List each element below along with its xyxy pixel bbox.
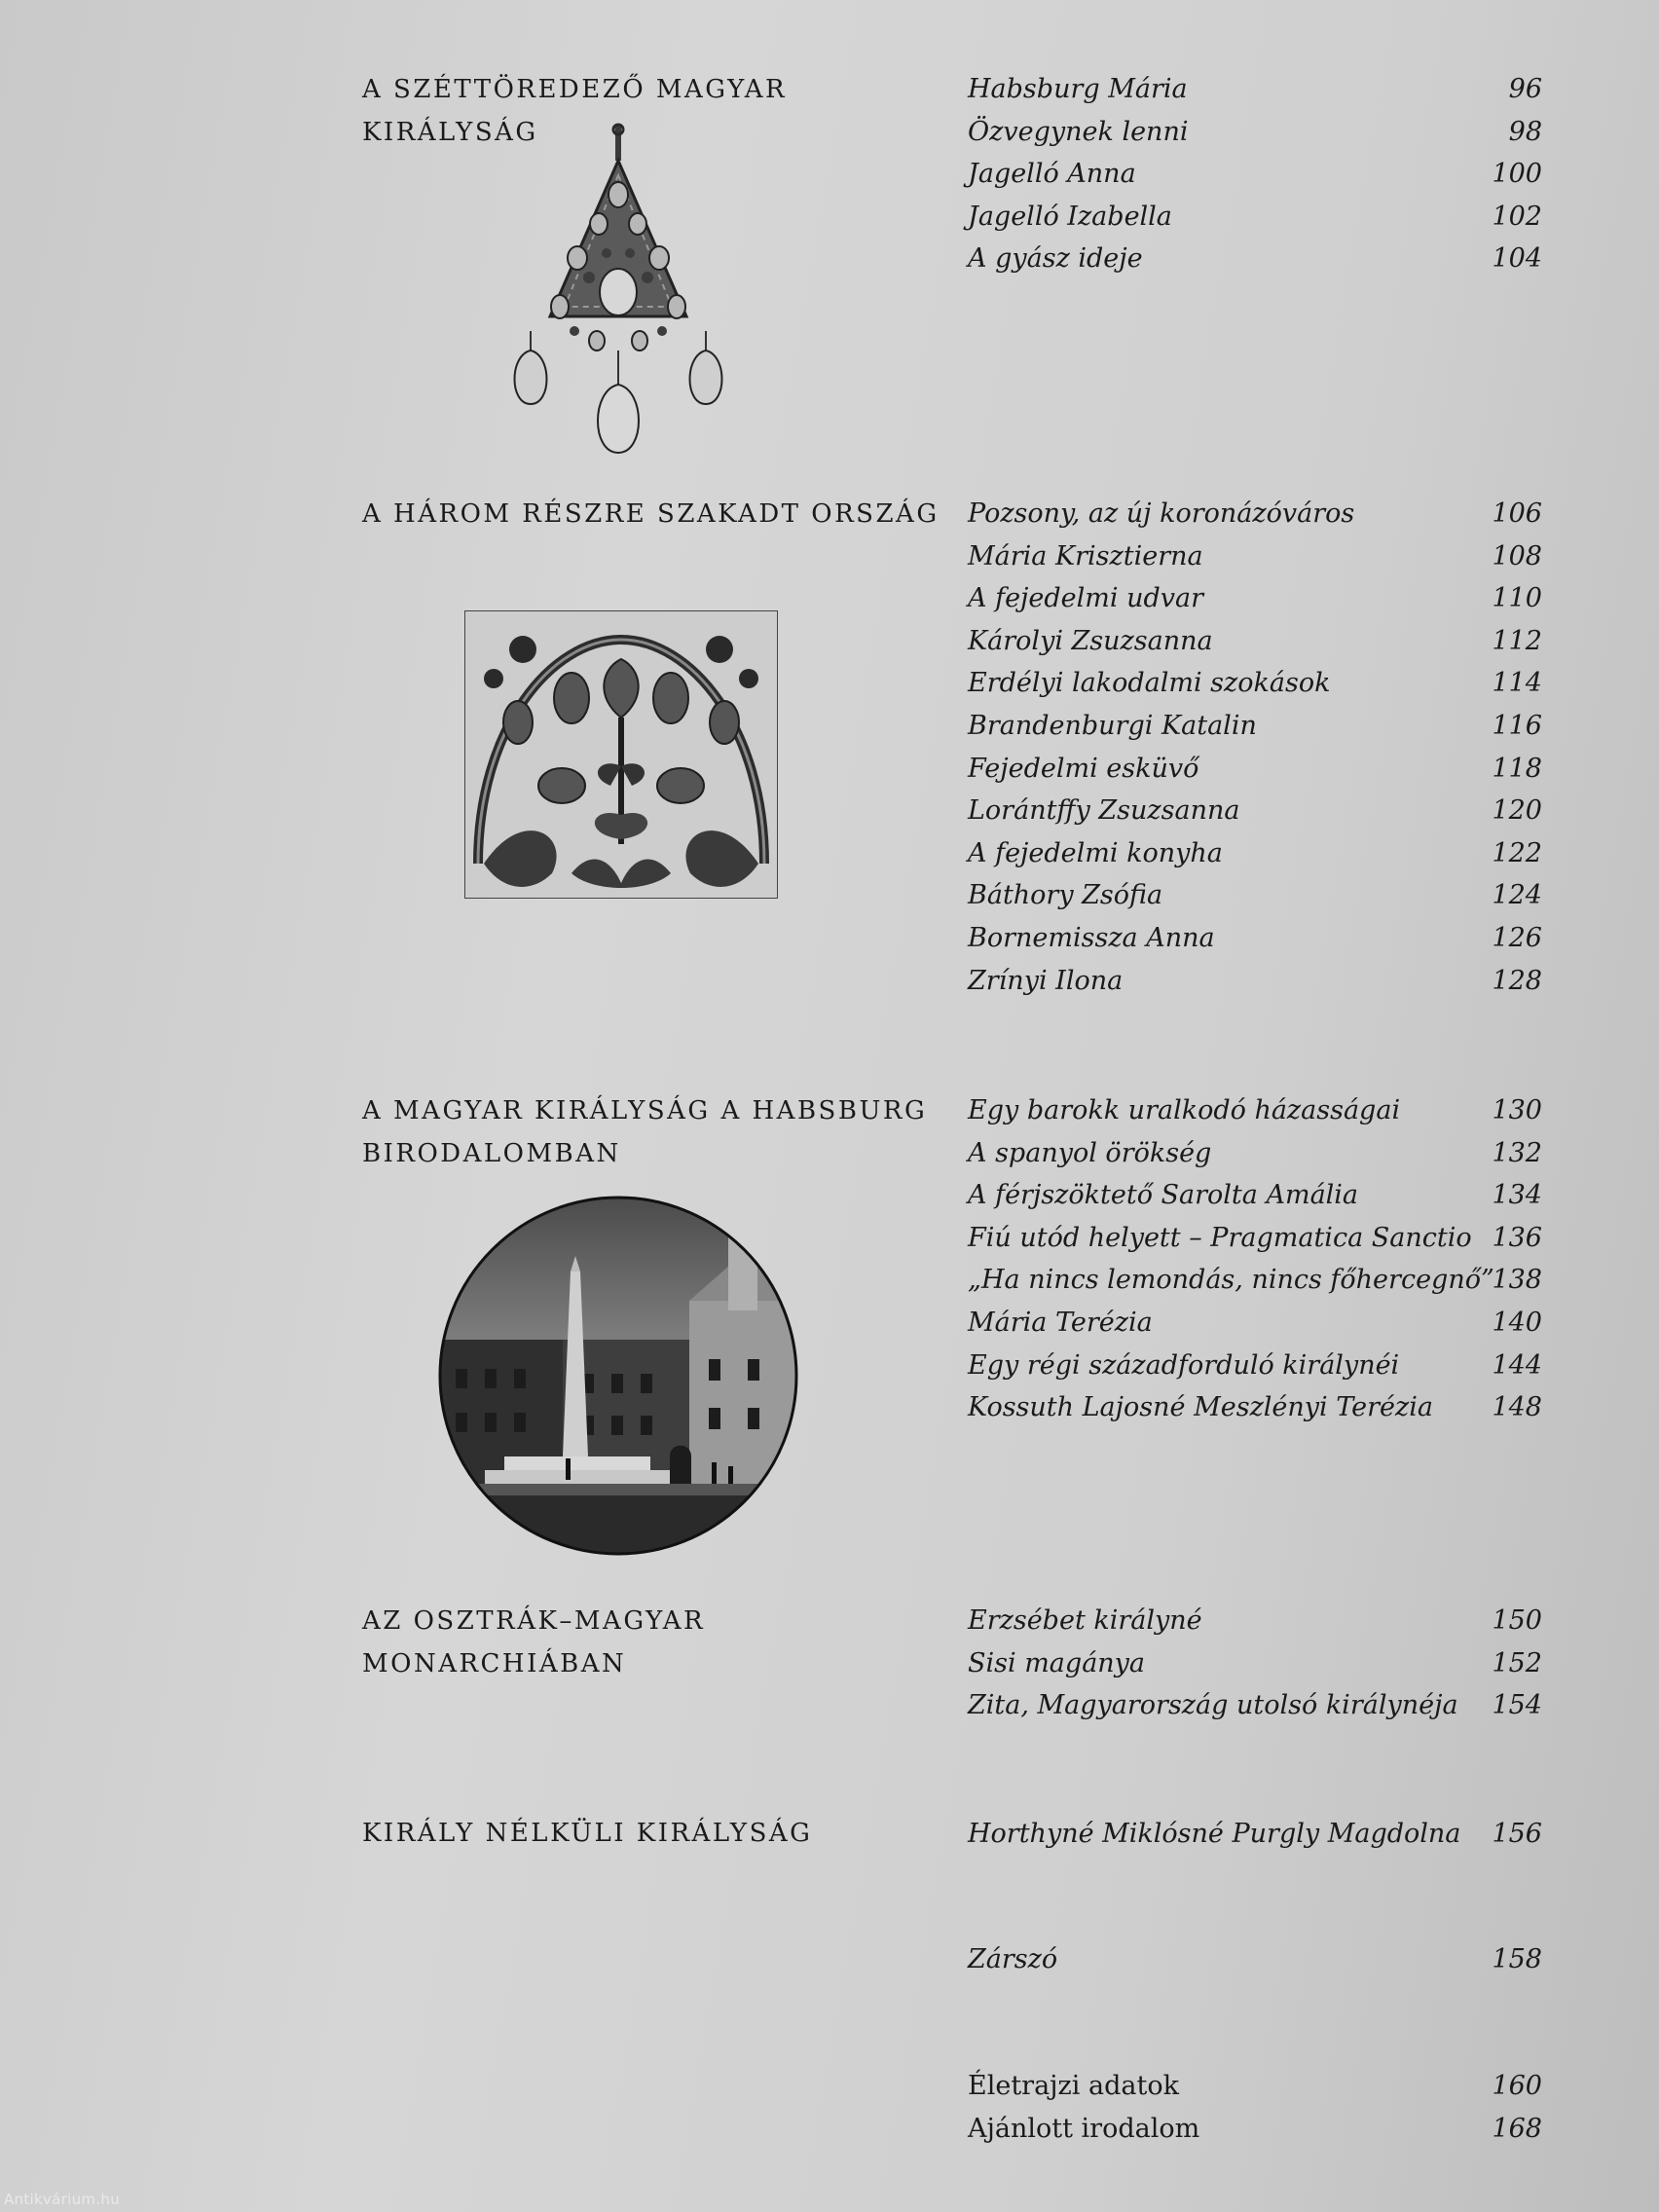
entry-page: 168 [1492,2113,1542,2144]
toc-entry[interactable] [968,917,1542,960]
toc-list-1 [968,68,1542,280]
toc-list-4 [968,1600,1542,1727]
entry-title: Mária Krisztierna [968,540,1203,571]
entry-page: 134 [1492,1180,1542,1211]
entry-title: Bornemissza Anna [968,922,1215,953]
toc-entry[interactable] [968,493,1542,535]
toc-entry[interactable] [968,1089,1542,1132]
entry-page: 96 [1508,74,1542,104]
toc-entry[interactable] [968,577,1542,620]
entry-title: Habsburg Mária [968,74,1188,104]
toc-entry[interactable] [968,960,1542,1003]
entry-page: 112 [1492,625,1542,656]
entry-title: Életrajzi adatok [968,2071,1179,2101]
entry-title: Ajánlott irodalom [968,2113,1200,2144]
entry-page: 130 [1492,1095,1542,1125]
entry-page: 102 [1492,201,1542,232]
toc-entry[interactable] [968,1217,1542,1260]
toc-entry[interactable] [968,1259,1542,1302]
toc-entry-eletrajzi[interactable] [968,2065,1542,2108]
toc-entry[interactable] [968,705,1542,748]
section-title-1: A SZÉTTÖREDEZŐ MAGYAR KIRÁLYSÁG [362,75,788,147]
entry-page: 104 [1492,243,1542,275]
toc-entry[interactable] [968,1345,1542,1387]
entry-title: Zrínyi Ilona [968,965,1124,996]
toc-entry[interactable] [968,1642,1542,1685]
entry-title: A fejedelmi konyha [968,837,1223,868]
entry-page: 122 [1492,837,1542,868]
entry-title: Egy barokk uralkodó házasságai [968,1095,1401,1125]
entry-title: Kossuth Lajosné Meszlényi Terézia [968,1392,1433,1423]
toc-list-5 [968,1813,1542,1856]
entry-page: 124 [1492,880,1542,911]
entry-title: Jagelló Anna [968,159,1136,190]
entry-page: 114 [1492,668,1542,699]
entry-title: Fiú utód helyett – Pragmatica Sanctio [968,1222,1472,1253]
watermark: Antikvárium.hu [4,2191,121,2208]
toc-entry[interactable] [968,68,1542,111]
toc-entry-irodalom[interactable] [968,2108,1542,2151]
section-title-2: A HÁROM RÉSZRE SZAKADT ORSZÁG [362,499,940,529]
entry-title: „Ha nincs lemondás, nincs főhercegnő” [968,1265,1494,1296]
entry-page: 144 [1492,1349,1542,1381]
toc-list-3 [968,1089,1542,1429]
toc-entry[interactable] [968,238,1542,280]
toc-entry[interactable] [968,874,1542,917]
entry-title: Mária Terézia [968,1307,1153,1338]
entry-page: 148 [1492,1392,1542,1423]
toc-entry[interactable] [968,1302,1542,1345]
toc-entry[interactable] [968,790,1542,832]
entry-page: 118 [1492,753,1542,784]
entry-title: Zárszó [968,1944,1058,1974]
entry-title: Báthory Zsófia [968,880,1163,911]
entry-title: Erzsébet királyné [968,1605,1202,1636]
entry-page: 108 [1492,540,1542,571]
toc-entry[interactable] [968,111,1542,154]
entry-page: 140 [1492,1307,1542,1338]
entry-page: 156 [1492,1819,1542,1849]
entry-title: A fejedelmi udvar [968,583,1204,614]
toc-list-appendix [968,2065,1542,2150]
entry-page: 160 [1492,2071,1542,2101]
entry-title: Özvegynek lenni [968,116,1189,147]
entry-title: Zita, Magyarország utolsó királynéja [968,1690,1458,1721]
toc-entry[interactable] [968,662,1542,705]
entry-title: Egy régi századforduló királynéi [968,1349,1400,1381]
entry-title: Brandenburgi Katalin [968,710,1257,741]
toc-entry[interactable] [968,620,1542,663]
embroidery-image [464,610,778,899]
toc-entry-zarszo[interactable] [968,1938,1542,1981]
toc-list-zarszo [968,1938,1542,1981]
entry-page: 126 [1492,922,1542,953]
jewel-pendant-image [492,122,745,458]
entry-title: Fejedelmi esküvő [968,753,1199,784]
toc-entry[interactable] [968,1813,1542,1856]
entry-page: 138 [1492,1265,1542,1296]
entry-title: A spanyol örökség [968,1137,1212,1168]
entry-title: Horthyné Miklósné Purgly Magdolna [968,1819,1461,1849]
toc-entry[interactable] [968,1386,1542,1429]
toc-entry[interactable] [968,1132,1542,1175]
entry-title: Pozsony, az új koronázóváros [968,498,1355,529]
section-title-3: A MAGYAR KIRÁLYSÁG A HABSBURG BIRODALOMBAN [362,1096,928,1168]
entry-title: Károlyi Zsuzsanna [968,625,1213,656]
toc-entry[interactable] [968,1684,1542,1727]
entry-page: 136 [1492,1222,1542,1253]
toc-entry[interactable] [968,748,1542,791]
entry-page: 152 [1492,1647,1542,1678]
section-title-4: AZ OSZTRÁK–MAGYAR MONARCHIÁBAN [362,1606,706,1678]
entry-page: 98 [1508,116,1542,147]
section-title-5: KIRÁLY NÉLKÜLI KIRÁLYSÁG [362,1819,813,1848]
toc-entry[interactable] [968,196,1542,239]
toc-entry[interactable] [968,535,1542,578]
entry-page: 116 [1492,710,1542,741]
toc-entry[interactable] [968,1174,1542,1217]
entry-page: 100 [1492,159,1542,190]
entry-page: 110 [1492,583,1542,614]
entry-page: 128 [1492,965,1542,996]
entry-title: A gyász ideje [968,243,1143,275]
entry-page: 106 [1492,498,1542,529]
city-square-image [436,1194,800,1558]
entry-title: A férjszöktető Sarolta Amália [968,1180,1359,1211]
entry-title: Erdélyi lakodalmi szokások [968,668,1331,699]
entry-title: Jagelló Izabella [968,201,1172,232]
toc-entry[interactable] [968,832,1542,875]
entry-title: Lorántffy Zsuzsanna [968,795,1240,827]
entry-page: 158 [1492,1944,1542,1974]
toc-entry[interactable] [968,1600,1542,1642]
entry-page: 154 [1492,1690,1542,1721]
entry-page: 132 [1492,1137,1542,1168]
entry-page: 120 [1492,795,1542,827]
toc-list-2 [968,493,1542,1002]
toc-entry[interactable] [968,153,1542,196]
entry-page: 150 [1492,1605,1542,1636]
entry-title: Sisi magánya [968,1647,1146,1678]
